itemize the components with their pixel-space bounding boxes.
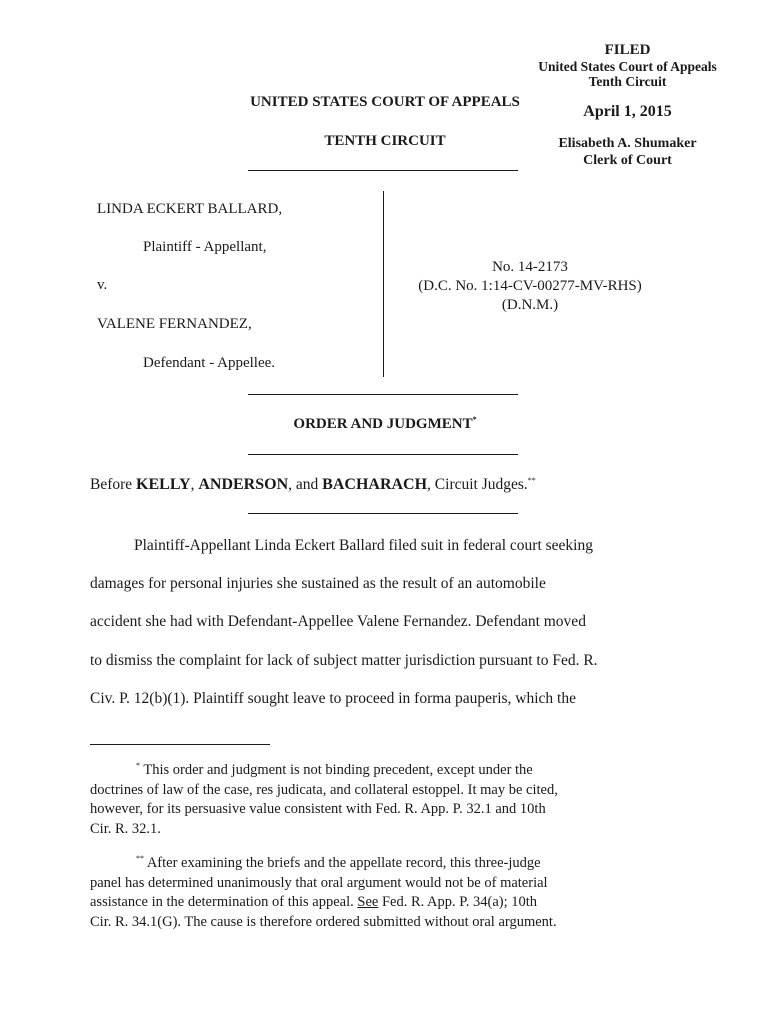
body-line-4: to dismiss the complaint for lack of subject matter jurisdiction pursuant to Fed. R.	[90, 652, 598, 669]
body-line-3: accident she had with Defendant-Appellee Valene Fernandez. Defendant moved	[90, 613, 586, 630]
citation-signal-see: See	[357, 894, 379, 910]
filed-date: April 1, 2015	[583, 103, 672, 120]
footnote-2-text-1: After examining the briefs and the appellate record, this three-judge	[144, 855, 541, 871]
footnote-1-line-3: however, for its persuasive value consistent with Fed. R. App. P. 32.1 and 10th	[90, 801, 546, 817]
body-line-2: damages for personal injuries she sustained as the result of an automobile	[90, 575, 546, 592]
footnote-1-line-4: Cir. R. 32.1.	[90, 821, 161, 837]
caption-bottom-divider	[248, 394, 518, 395]
order-title-text: ORDER AND JUDGMENT	[293, 416, 473, 432]
footnote-ref-1: *	[472, 415, 477, 424]
order-title-divider	[248, 454, 518, 455]
panel-suffix: , Circuit Judges.	[427, 476, 528, 493]
footnote-2-line-2: panel has determined unanimously that oral argument would not be of material	[90, 875, 548, 891]
header-divider	[248, 170, 518, 171]
panel-divider	[248, 513, 518, 514]
footnote-1-text-1: This order and judgment is not binding precedent, except under the	[140, 762, 533, 778]
panel-sep-1: ,	[190, 476, 199, 493]
district-court-number: (D.C. No. 1:14-CV-00277-MV-RHS)	[418, 278, 642, 294]
footnote-2-line-3	[90, 894, 537, 911]
body-line-1: Plaintiff-Appellant Linda Eckert Ballard filed suit in federal court seeking	[134, 537, 593, 554]
judge-kelly: KELLY	[136, 476, 191, 493]
footnote-2-text-3b: Fed. R. App. P. 34(a); 10th	[378, 894, 538, 910]
plaintiff-role: Plaintiff - Appellant,	[143, 239, 267, 255]
order-title	[200, 416, 570, 433]
versus: v.	[97, 277, 108, 293]
defendant-name: VALENE FERNANDEZ,	[97, 316, 252, 332]
panel-line	[90, 476, 536, 494]
court-name: UNITED STATES COURT OF APPEALS	[250, 94, 520, 110]
body-line-5: Civ. P. 12(b)(1). Plaintiff sought leave to proceed in forma pauperis, which the	[90, 690, 576, 707]
stamp-circuit: Tenth Circuit	[588, 74, 667, 89]
panel-sep-2: , and	[288, 476, 323, 493]
footnote-2-text-3a: assistance in the determination of this appeal.	[90, 894, 358, 910]
defendant-role: Defendant - Appellee.	[143, 355, 276, 371]
circuit-name: TENTH CIRCUIT	[324, 133, 446, 149]
footnote-2-line-4: Cir. R. 34.1(G). The cause is therefore ordered submitted without oral argument.	[90, 914, 557, 930]
footnote-1-line-1	[136, 762, 533, 779]
footnote-ref-2: **	[527, 475, 536, 485]
footnote-separator	[90, 744, 270, 745]
district: (D.N.M.)	[501, 297, 559, 313]
case-number: No. 14-2173	[492, 259, 568, 275]
judge-anderson: ANDERSON	[198, 476, 289, 493]
case-number-block	[384, 258, 676, 315]
clerk-name: Elisabeth A. Shumaker	[558, 136, 697, 151]
judge-bacharach: BACHARACH	[322, 476, 428, 493]
footnote-1-line-2: doctrines of law of the case, res judicata, and collateral estoppel. It may be cited,	[90, 782, 558, 798]
stamp-court-name: United States Court of Appeals	[538, 59, 717, 74]
plaintiff-name: LINDA ECKERT BALLARD,	[97, 201, 283, 217]
footnote-2-mark: **	[136, 854, 144, 864]
footnote-2-line-1	[136, 855, 541, 872]
footnote-1-mark: *	[136, 761, 140, 771]
panel-before: Before	[90, 476, 137, 493]
filed-label: FILED	[604, 42, 651, 58]
clerk-title: Clerk of Court	[583, 153, 672, 168]
